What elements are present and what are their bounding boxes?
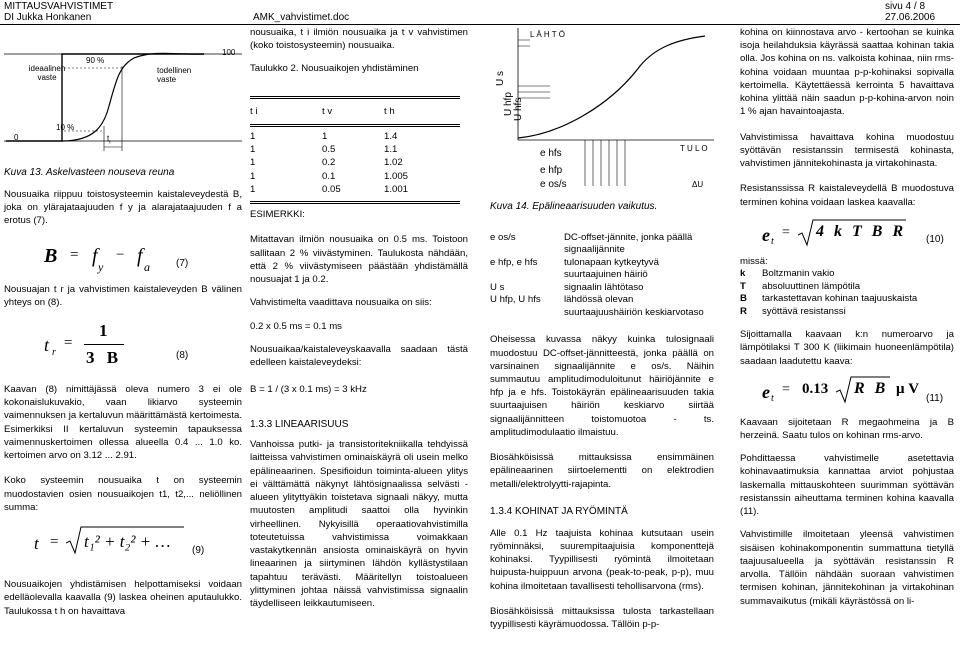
- eq8-numerator: 1: [99, 320, 108, 340]
- table-cell: 1: [250, 130, 256, 142]
- eq7-s2: a: [144, 259, 150, 274]
- symbol-desc: DC-offset-jännite, jonka päällä signaalijännite: [564, 231, 693, 256]
- definition-row: [740, 293, 917, 306]
- definition-text: Boltzmanin vakio: [762, 268, 835, 280]
- eq8-equals: =: [64, 334, 73, 351]
- table-cell: 1: [322, 130, 328, 142]
- definition-symbol: R: [740, 305, 747, 317]
- definition-text: syöttävä resistanssi: [762, 305, 846, 317]
- col4-p1: kohina on kiinnostava arvo - kertoohan se kuinka isoja heilahduksia käyrässä saattaa kohinan takia olla. Jos kohina on ns. valkoista kohinaa, niin rms-kohina voidaan muuntaa p-p-kohinaksi sopivalla kertoimella. Käytettäessä kerrointa 5 havaittava kohina ylittää näin saadun p-p-kohina-arvon noin 1 % ajan havaintoajasta.: [740, 27, 954, 118]
- actual-label: todellinen vaste: [157, 66, 192, 84]
- symbol-desc: lähdössä olevan suurtaajuushäiriön keskiarvotaso: [564, 294, 704, 318]
- col2-p4: Nousuaikaa/kaistaleveyskaavalla saadaan tästä edelleen kaistaleveydeksi:: [250, 343, 468, 368]
- column-1: [4, 26, 242, 618]
- uhfs-label: U hfs: [513, 97, 524, 121]
- eq10-rhs: 4 k T B R: [816, 222, 907, 240]
- table-cell: 0.05: [322, 183, 341, 195]
- table-cell: 1.4: [384, 130, 398, 142]
- symbol: U hfp, U hfs: [490, 294, 541, 306]
- table-row: [250, 143, 408, 156]
- example-title: ESIMERKKI:: [250, 209, 305, 221]
- calc-2: B = 1 / (3 x 0.1 ms) = 3 kHz: [250, 384, 367, 396]
- eq8-denominator: 3 B: [86, 347, 123, 367]
- table-bottom-rule: [250, 201, 460, 204]
- eq9-lhs: t: [34, 534, 39, 554]
- equation-9: [4, 520, 242, 572]
- table-row: [250, 130, 408, 143]
- eq11-rhs: R B: [854, 379, 889, 397]
- step-response-diagram: [4, 26, 242, 161]
- section-linearity: 1.3.3 LINEAARISUUS: [250, 419, 349, 431]
- symbol: e hfp, e hfs: [490, 256, 538, 268]
- col3-p3: Alle 0.1 Hz taajuista kohinaa kutsutaan usein ryöminnäksi, suurempitaajuisia komponenttejä kohinaksi. Tyypillisesti ryömintä ilmoitetaan huipusta-huippuun arvona (peak-to-peak, p-p), muu kohina ilmoitetaan tavallisesti tehollisarvona (rms).: [490, 527, 714, 592]
- equation-10: [740, 217, 954, 253]
- eq8-fraction-bar: [84, 344, 124, 345]
- eq9-number: (9): [192, 545, 205, 557]
- table-header-cell: t h: [384, 105, 395, 117]
- symbol: U s: [490, 281, 505, 293]
- col4-p6: Pohdittaessa vahvistimelle asetettavia kohinavaatimuksia kannattaa arviot pohjustaa laskemalla mittauskohteen suurimman syöttävän resistanssin aiheuttama terminen kohina kaavalla (11).: [740, 453, 954, 518]
- col4-p7: Vahvistimille ilmoitetaan yleensä vahvistimen sisäisen kohinakomponentin summattuna tietyllä taajuusalueella ja syöttävän resistanssin R arvolla. Tällöin nähdään suoraan vahvistimen termisen kohinan, jännitekohinan ja virtakohinan summavaikutus (mikäli käyrästössä on li-: [740, 529, 954, 607]
- definition-symbol: B: [740, 293, 747, 305]
- table-cell: 1.02: [384, 157, 403, 169]
- table-header-rule: [250, 124, 460, 127]
- figure-14-caption: Kuva 14. Epälineaarisuuden vaikutus.: [490, 201, 658, 212]
- column-4: [740, 26, 954, 608]
- symbol-row: [490, 232, 714, 257]
- definition-text: tarkastettavan kohinan taajuuskaista: [762, 293, 918, 305]
- col4-p3: Resistanssissa R kaistaleveydellä B muodostuva terminen kohina voidaan laskea kaavalla:: [740, 183, 954, 208]
- col1-p1: Nousuaika riippuu toistosysteemin kaistaleveydestä B, joka on ylärajataajuuden f y ja alarajataajuuden f a erotus (7).: [4, 188, 242, 227]
- col2-p5: Vanhoissa putki- ja transistoritekniikalla tehdyissä laitteissa vahvistimen ominaiskäyrä oli usein melko epälineaarinen. Spesifioidun toiminta-alueen ylitys ei välttämättä näkynyt lähtösignaalissa selvästi - alueen ylityttyäkin toistetava signaali näkyy, mutta muutosten amplitudi saattoi olla hyvinkin virheellinen. Nykyisillä operaatiovahvistimilla toteutetuissa vahvistimissa voimakkaan vastakytkennän ansiosta ominaiskäyrä on hyvin lineaarinen ja siirtyminen lähdön kyllästystilaan tapahtuu terävästi. Määritellyn toistoalueen ylittyminen johtaa näissä vahvistimissa signaalin täydelliseen leikkautumiseen.: [250, 439, 468, 610]
- ehfp-label: e hfp: [540, 165, 563, 176]
- table-2-title: Taulukko 2. Nousuaikojen yhdistäminen: [250, 63, 419, 75]
- col2-p2: Mitattavan ilmiön nousuaika on 0.5 ms. Toistoon sallitaan 2 % viivästyminen. Taulukosta nähdään, että 2 % viivästymiseen päästään yhdistämällä nousuajat 1 ja 0.2.: [250, 234, 468, 286]
- col2-p1: nousuaika, t i ilmiön nousuaika ja t v vahvistimen (koko toistosysteemin) nousuaika.: [250, 27, 468, 52]
- eq9-equals: =: [50, 534, 59, 551]
- eq8-number: (8): [176, 349, 189, 361]
- eq8-lhs-sub: r: [52, 346, 56, 358]
- column-2: [250, 26, 468, 610]
- eq7-lhs: B: [44, 244, 58, 267]
- table-2: [250, 96, 460, 204]
- definition-row: [740, 306, 917, 319]
- table-cell: 1: [250, 144, 256, 156]
- table-cell: 1: [250, 157, 256, 169]
- figure-13-caption: Kuva 13. Askelvasteen nouseva reuna: [4, 167, 175, 178]
- eoss-label: e os/s: [540, 179, 567, 190]
- col1-p2: Nousuajan t r ja vahvistimen kaistaleveyden B välinen yhteys on (8).: [4, 283, 242, 308]
- eq7-f1: f: [92, 244, 98, 267]
- output-levels: [518, 86, 550, 98]
- col3-p1: Oheisessa kuvassa näkyy kuinka tulosignaali muodostuu DC-offset-jännitteestä, jonka päällä on varsinainen signaalijännite e os/s. Näihin summautuu amplitudimoduloitunut häiriöjännite e hfp ja e hfs. Toistokäyrän epälineaarisuuden takia suurtaajuisen häiriön keskiarvo siirtää signaalijännitteen toistomuotoa - ts. amplitudimodulaatio ilmaistuu.: [490, 334, 714, 438]
- table-row: [250, 170, 408, 183]
- header-center: AMK_vahvistimet.doc: [253, 12, 350, 23]
- eq8-lhs: t: [44, 334, 50, 355]
- definition-table: [740, 268, 917, 318]
- table-row: [250, 183, 408, 196]
- eq7-f2: f: [137, 244, 143, 267]
- table-cell: 1.001: [384, 183, 409, 195]
- table-cell: 1.1: [384, 144, 398, 156]
- eq10-lhs-sub: t: [771, 235, 774, 247]
- figure-13: [4, 26, 242, 161]
- eq10-equals: =: [782, 224, 790, 240]
- table-header-row: [250, 105, 395, 118]
- symbol-row: [490, 257, 714, 282]
- equation-7: [4, 235, 242, 279]
- equation-8: [4, 319, 242, 377]
- header-left-bottom: DI Jukka Honkanen: [4, 12, 92, 23]
- symbol-table: [490, 232, 714, 320]
- eq7-equals: =: [70, 246, 79, 263]
- definition-row: [740, 281, 917, 294]
- symbol-row: [490, 294, 714, 319]
- col3-p4: Biosähköisissä mittauksissa tulosta tarkastellaan tyypillisesti käyrämuodossa. Tällöin p-p-: [490, 605, 714, 631]
- figure-14: [490, 26, 714, 196]
- column-3: [490, 26, 714, 631]
- calc-1: 0.2 x 0.5 ms = 0.1 ms: [250, 320, 342, 332]
- definition-symbol: k: [740, 268, 746, 280]
- equation-11: [740, 374, 954, 410]
- col2-p3: Vahvistimelta vaadittava nousuaika on siis:: [250, 297, 432, 309]
- ehfs-label: e hfs: [540, 148, 562, 159]
- col1-p4: Koko systeemin nousuaika t on systeemin muodostavien osien nousuaikojen t1, t2,... neliöllinen summa:: [4, 475, 242, 513]
- eq10-number: (10): [926, 233, 944, 245]
- p10-label: 10 %: [56, 123, 75, 132]
- ideal-label: ideaalinen vaste: [28, 64, 66, 82]
- tr-label: $t_r$: [107, 134, 112, 146]
- delta-label: ΔU: [692, 180, 704, 189]
- p90-label: 90 %: [86, 56, 105, 65]
- table-cell: 0.2: [322, 157, 336, 169]
- eq11-equals: =: [782, 381, 790, 397]
- table-header-cell: t v: [322, 105, 333, 117]
- table-2-grid: [250, 105, 395, 118]
- lahto-label: L Ä H T Ö: [530, 30, 565, 39]
- symbol-desc: signaalin lähtötaso: [564, 281, 644, 293]
- v100-label: 100: [222, 48, 236, 57]
- eq10-lhs: e: [762, 224, 770, 245]
- v0-label: 0: [14, 133, 19, 142]
- table-cell: 1.005: [384, 170, 409, 182]
- col1-p3: Kaavan (8) nimittäjässä oleva numero 3 ei ole kokonaislukuvakio, vaan likiarvo systeemin vaimennuksen ja kertaluvun määrittämästä kertoimesta. Esimerkiksi II kertaluvun systeemin tapauksessa vaimennuskertoimen ollessa alueella 0.4 ... 1.0 ko. kertoimen arvo on 3.12 ... 2.91.: [4, 383, 242, 462]
- definition-text: absoluuttinen lämpötila: [762, 280, 861, 292]
- header-right-top: sivu 4 / 8: [885, 1, 926, 12]
- header-right-bottom: 27.06.2006: [885, 12, 936, 23]
- table-cell: 1: [250, 170, 256, 182]
- us-label: U s: [495, 71, 506, 86]
- eq11-lhs: e: [762, 381, 770, 402]
- header-rule: [0, 24, 960, 25]
- eq9-rhs: t₁² + t₂² + …: [84, 532, 171, 552]
- table-cell: 0.1: [322, 170, 336, 182]
- tulo-label: T U L O: [680, 144, 708, 153]
- eq11-number: (11): [926, 392, 944, 404]
- eq11-unit: μ V: [896, 380, 920, 397]
- table-2-body: [250, 130, 408, 196]
- symbol-row: [490, 282, 714, 295]
- lahto-marks: [518, 40, 530, 46]
- symbol: e os/s: [490, 231, 516, 243]
- eq11-coef: 0.13: [802, 380, 829, 397]
- section-noise: 1.3.4 KOHINAT JA RYÖMINTÄ: [490, 505, 628, 517]
- where-label: missä:: [740, 255, 768, 267]
- table-row: [250, 156, 408, 169]
- input-signal: [585, 140, 625, 186]
- col3-p2: Biosähköisissä mittauksissa ensimmäinen epälineaarinen siirtoelementti on elektrodien metalli/elektrolyytti-rajapinta.: [490, 452, 714, 490]
- eq7-minus: −: [116, 246, 125, 263]
- col1-p5: Nousuaikojen yhdistämisen helpottamiseksi voidaan edelläolevalla kaavalla (9) laskea oheinen aputaulukko. Taulukossa t h on havaittava: [4, 579, 242, 617]
- col4-p2: Vahvistimissa havaittava kohina muodostuu syöttävän resistanssin termisestä kohinasta, vahvistimen jännitekohinasta ja virtakohinasta.: [740, 131, 954, 170]
- transfer-curve: [518, 36, 705, 138]
- col4-p4: Sijoittamalla kaavaan k:n numeroarvo ja lämpötilaksi T 300 K (liikimain huoneenlämpötila) saadaan laadutettu kaava:: [740, 329, 954, 367]
- definition-row: [740, 268, 917, 281]
- table-header-cell: t i: [250, 105, 258, 117]
- table-cell: 1: [250, 183, 256, 195]
- header-left-top: MITTAUSVAHVISTIMET: [4, 1, 114, 12]
- uhfp-label: U hfp: [503, 92, 514, 116]
- eq11-lhs-sub: t: [771, 392, 774, 404]
- col4-p5: Kaavaan sijoitetaan R megaohmeina ja B herzeinä. Saatu tulos on kohinan rms-arvo.: [740, 416, 954, 441]
- definition-symbol: T: [740, 280, 746, 292]
- table-cell: 0.5: [322, 144, 336, 156]
- symbol-desc: tulonapaan kytkeytyvä suurtaajuinen häiriö: [564, 256, 659, 281]
- eq7-number: (7): [176, 257, 189, 269]
- eq7-s1: y: [98, 259, 104, 274]
